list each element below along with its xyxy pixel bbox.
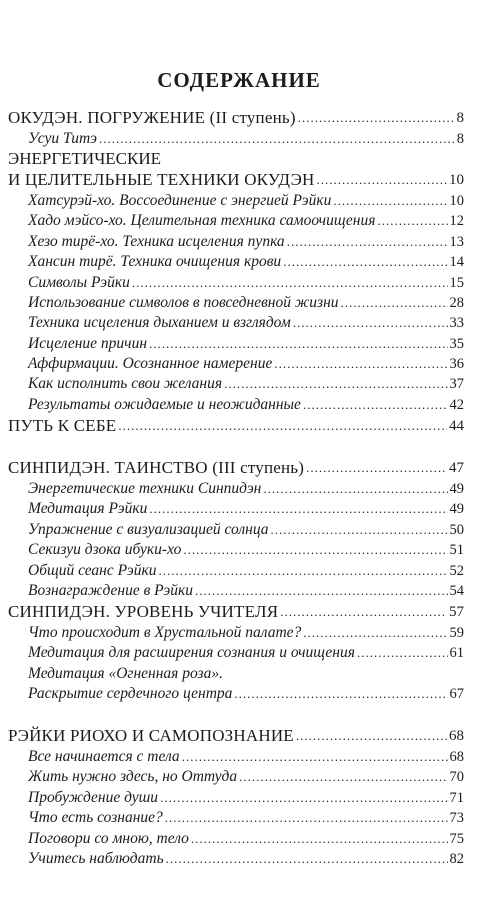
toc-entry-title: СИНПИДЭН. ТАИНСТВО (III ступень) — [8, 458, 305, 477]
toc-entry — [28, 849, 464, 869]
toc-leader-dots — [166, 849, 448, 869]
toc-leader-dots — [296, 726, 447, 746]
toc-entry-title: СИНПИДЭН. УРОВЕНЬ УЧИТЕЛЯ — [8, 602, 279, 621]
toc-entry-page: 13 — [449, 234, 464, 250]
toc-entry — [28, 561, 464, 581]
toc-entry-title: Исцеление причин — [28, 335, 148, 352]
toc-leader-dots — [195, 581, 447, 601]
toc-entry — [8, 458, 464, 478]
toc-entry-title: Медитация для расширения сознания и очищения — [28, 644, 355, 661]
toc-entry — [28, 252, 464, 272]
toc-entry-title-line1: ЭНЕРГЕТИЧЕСКИЕ — [8, 149, 161, 168]
toc-entry-page: 49 — [449, 481, 464, 497]
toc-entry-page: 67 — [449, 686, 464, 702]
toc-entry-page: 52 — [449, 563, 464, 579]
toc-entry-title: Медитация Рэйки — [28, 500, 148, 517]
toc-leader-dots — [377, 211, 447, 231]
toc-entry-title: Аффирмации. Осознанное намерение — [28, 355, 273, 372]
toc-leader-dots — [357, 643, 448, 663]
toc-entry-page: 37 — [449, 376, 464, 392]
toc-entry-title: Все начинается с тела — [28, 748, 180, 765]
toc-entry-title: Вознаграждение в Рэйки — [28, 582, 194, 599]
toc-leader-dots — [165, 808, 448, 828]
toc-leader-dots — [333, 191, 447, 211]
toc-entry-page: 10 — [449, 172, 464, 188]
toc-entry-page: 8 — [456, 110, 464, 126]
toc-leader-dots — [303, 623, 447, 643]
toc-entry — [8, 726, 464, 746]
toc-leader-dots — [303, 395, 448, 415]
toc-entry — [28, 273, 464, 293]
toc-entry-title: Упражнение с визуализацией солнца — [28, 521, 269, 538]
page-title: СОДЕРЖАНИЕ — [157, 68, 321, 92]
toc-entry-page: 50 — [449, 522, 464, 538]
toc-entry-page: 59 — [449, 625, 464, 641]
toc-leader-dots — [182, 747, 448, 767]
toc-leader-dots — [118, 416, 447, 436]
toc-entry-page: 70 — [449, 769, 464, 785]
toc-entry — [8, 108, 464, 128]
toc-entry — [28, 374, 464, 394]
toc-entry — [28, 129, 464, 149]
toc-entry-title: Общий сеанс Рэйки — [28, 562, 157, 579]
toc-leader-dots — [274, 354, 447, 374]
toc-entry-page: 68 — [449, 749, 464, 765]
toc-entry-title: Пробуждение души — [28, 789, 159, 806]
toc-leader-dots — [149, 499, 447, 519]
toc-entry — [28, 499, 464, 519]
toc-leader-dots — [341, 293, 448, 313]
toc-entry-title: Энергетические техники Синпидэн — [28, 480, 262, 497]
toc-entry — [28, 684, 464, 704]
toc-entry-title: Жить нужно здесь, но Оттуда — [28, 768, 238, 785]
toc-entry-page: 42 — [449, 397, 464, 413]
toc-entry-title: Как исполнить свои желания — [28, 375, 223, 392]
toc-entry — [8, 416, 464, 436]
toc-entry-page: 33 — [449, 315, 464, 331]
toc-leader-dots — [306, 458, 447, 478]
toc-entry-title: Использование символов в повседневной жизни — [28, 294, 339, 311]
toc-entry-page: 68 — [449, 728, 464, 744]
toc-leader-dots — [132, 273, 448, 293]
toc-entry-page: 51 — [449, 542, 464, 558]
toc-entry-page: 36 — [449, 356, 464, 372]
toc-leader-dots — [99, 129, 455, 149]
toc-entry-title: Поговори со мною, тело — [28, 830, 189, 847]
toc-entry — [28, 829, 464, 849]
toc-entry — [28, 788, 464, 808]
toc-entry-title: ОКУДЭН. ПОГРУЖЕНИЕ (II ступень) — [8, 108, 296, 127]
toc-entry-page: 44 — [449, 418, 464, 434]
toc-entry — [28, 808, 464, 828]
toc-entry-page: 71 — [449, 790, 464, 806]
toc-entry-title: Хансин тирё. Техника очищения крови — [28, 253, 282, 270]
toc-entry — [28, 479, 464, 499]
toc-entry-title: Учитесь наблюдать — [28, 850, 164, 867]
toc-leader-dots — [191, 829, 448, 849]
toc-entry — [28, 643, 464, 663]
toc-entry-title-line1: Медитация «Огненная роза». — [28, 665, 223, 682]
toc-entry-title: Символы Рэйки — [28, 274, 130, 291]
toc-leader-dots — [283, 252, 447, 272]
toc-entry-title: Хатсурэй-хо. Воссоединение с энергией Рэйки — [28, 192, 332, 209]
toc-entry — [28, 232, 464, 252]
toc-entry-title: Хезо тирё-хо. Техника исцеления пупка — [28, 233, 285, 250]
toc-entry-page: 28 — [449, 295, 464, 311]
toc-entry-page: 12 — [449, 213, 464, 229]
toc-entry — [8, 602, 464, 622]
toc-entry-page: 14 — [449, 254, 464, 270]
toc-entry — [28, 540, 464, 560]
toc-leader-dots — [183, 540, 447, 560]
toc-entry-title: Результаты ожидаемые и неожиданные — [28, 396, 301, 413]
toc-entry-page: 10 — [449, 193, 464, 209]
toc-entry-page: 8 — [456, 131, 464, 147]
toc-leader-dots — [271, 520, 448, 540]
toc-entry — [28, 354, 464, 374]
toc-leader-dots — [158, 561, 447, 581]
toc-entry-page: 49 — [449, 501, 464, 517]
toc-leader-dots — [263, 479, 447, 499]
toc-entry — [28, 395, 464, 415]
toc-entry — [28, 767, 464, 787]
toc-entry — [28, 313, 464, 333]
toc-entry-page: 82 — [449, 851, 464, 867]
toc-entry-page: 47 — [449, 460, 464, 476]
toc-leader-dots — [149, 334, 447, 354]
toc-entry-title: Хадо мэйсо-хо. Целительная техника самоочищения — [28, 212, 376, 229]
toc-entry — [28, 747, 464, 767]
toc-leader-dots — [293, 313, 448, 333]
toc-entry — [8, 170, 464, 190]
toc-entry-page: 35 — [449, 336, 464, 352]
toc-entry-title: Техника исцеления дыханием и взглядом — [28, 314, 291, 331]
toc-entry — [28, 623, 464, 643]
toc-leader-dots — [287, 232, 448, 252]
toc-leader-dots — [239, 767, 447, 787]
toc-leader-dots — [280, 602, 447, 622]
toc-entry-page: 75 — [449, 831, 464, 847]
toc-entry-title: Усуи Титэ — [28, 130, 98, 147]
toc-entry — [28, 191, 464, 211]
toc-entry-title: Что происходит в Хрустальной палате? — [28, 624, 302, 641]
toc-entry-title: Секизуи дзока ибуки-хо — [28, 541, 182, 558]
toc-entry — [28, 211, 464, 231]
toc-entry — [28, 334, 464, 354]
toc-entry-page: 61 — [449, 645, 464, 661]
toc-entry-page: 73 — [449, 810, 464, 826]
toc-entry-title: Раскрытие сердечного центра — [28, 685, 233, 702]
toc-entry — [28, 581, 464, 601]
toc-entry-page: 15 — [449, 275, 464, 291]
toc-entry-page: 57 — [449, 604, 464, 620]
toc-entry-title: РЭЙКИ РИОХО И САМОПОЗНАНИЕ — [8, 726, 294, 745]
toc-entry — [28, 520, 464, 540]
toc-leader-dots — [224, 374, 447, 394]
toc-entry-title: Что есть сознание? — [28, 809, 163, 826]
toc-entry — [28, 293, 464, 313]
toc-leader-dots — [317, 170, 447, 190]
toc-leader-dots — [298, 108, 455, 128]
toc-leader-dots — [160, 788, 447, 808]
toc-entry-title: И ЦЕЛИТЕЛЬНЫЕ ТЕХНИКИ ОКУДЭН — [8, 170, 315, 189]
toc-entry-page: 54 — [449, 583, 464, 599]
toc-entry-title: ПУТЬ К СЕБЕ — [8, 416, 117, 435]
toc-leader-dots — [234, 684, 447, 704]
